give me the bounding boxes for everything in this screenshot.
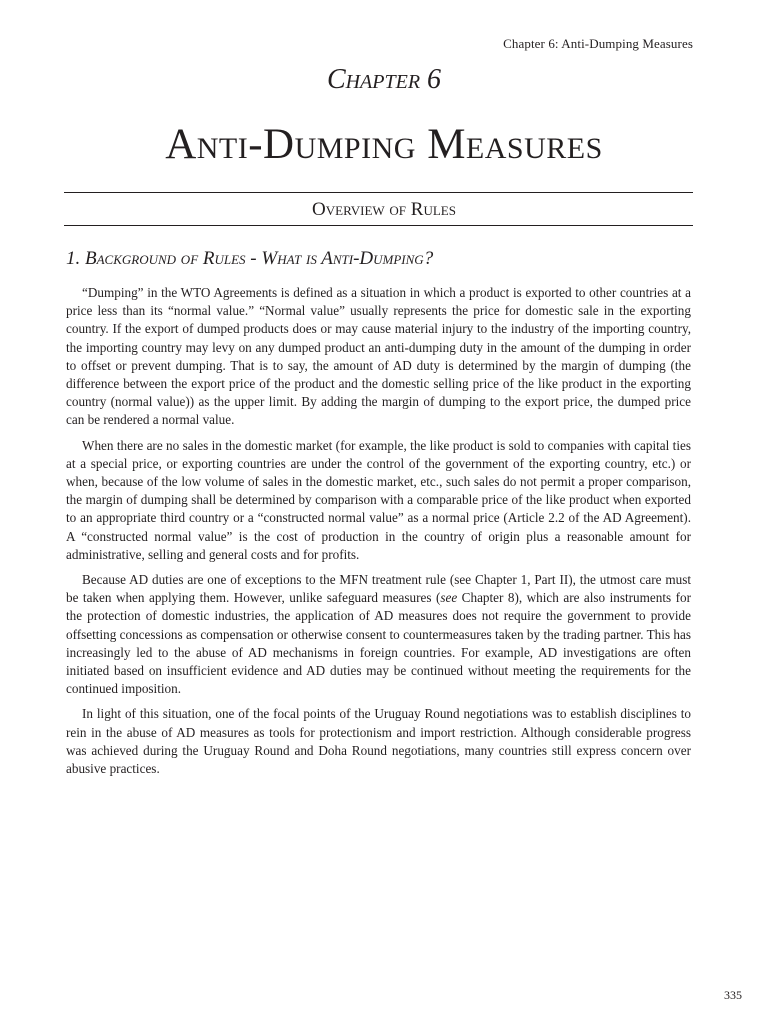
chapter-label: Chapter 6 (326, 64, 442, 95)
section-rule-top (64, 192, 693, 193)
section-title: Overview of Rules (312, 199, 456, 220)
paragraph-2: When there are no sales in the domestic market (for example, the like product is sold to companies with capital ties at a special price, or exporting countries are under the control of the government of the exporting country, etc.) or when, because of the low volume of sales in the domestic market, etc., such sales do not permit a proper comparison, the margin of dumping shall be determined by comparison with a comparable price of the like product when exported to an appropriate third country or a “constructed normal value” as a normal price (Article 2.2 of the AD Agreement). A “constructed normal value” is the cost of production in the country of origin plus a reasonable amount for administrative, selling and general costs and for profits. (66, 437, 691, 562)
subheading: 1. Background of Rules - What is Anti-Dumping? (66, 248, 434, 269)
italic-see: see (440, 590, 458, 606)
paragraph-4: In light of this situation, one of the focal points of the Uruguay Round negotiations was to establish disciplines to rein in the abuse of AD measures as tools for protectionism and import restriction. Although considerable progress was achieved during the Uruguay Round and Doha Round negotiations, many countries still express concern over abusive practices. (66, 706, 691, 777)
chapter-title: Anti-Dumping Measures (165, 121, 603, 168)
paragraph-3: Because AD duties are one of exceptions to the MFN treatment rule (see Chapter 1, Part II), the utmost care must be taken when applying them. However, unlike safeguard measures (see Chapter 8), which are also instruments for the protection of domestic industries, the application of AD measures does not require the government to provide offsetting concessions as compensation or otherwise consent to countermeasures taken by the trading partner. This has increasingly led to the abuse of AD mechanisms in foreign countries. For example, AD investigations are often initiated based on insufficient evidence and AD duties may be continued without meeting the requirements for the continued imposition. (66, 572, 691, 697)
page-number: 335 (724, 988, 742, 1002)
running-head: Chapter 6: Anti-Dumping Measures (503, 36, 693, 51)
paragraph-1: “Dumping” in the WTO Agreements is defined as a situation in which a product is exported to other countries at a price less than its “normal value.” “Normal value” usually represents the price for domestic sale in the exporting country. If the export of dumped products does or may cause material injury to the industry of the importing country, the importing country may levy on any dumped product an anti-dumping duty in the amount of the dumping in order to offset or prevent dumping. That is to say, the amount of AD duty is determined by the margin of dumping (the difference between the export price of the product and the domestic selling price of the like product in the exporting country (normal value)) as the upper limit. By adding the margin of dumping to the export price, the dumped price can be rendered a normal value. (66, 285, 691, 428)
section-rule-bottom (64, 225, 693, 226)
body-text (66, 284, 691, 785)
